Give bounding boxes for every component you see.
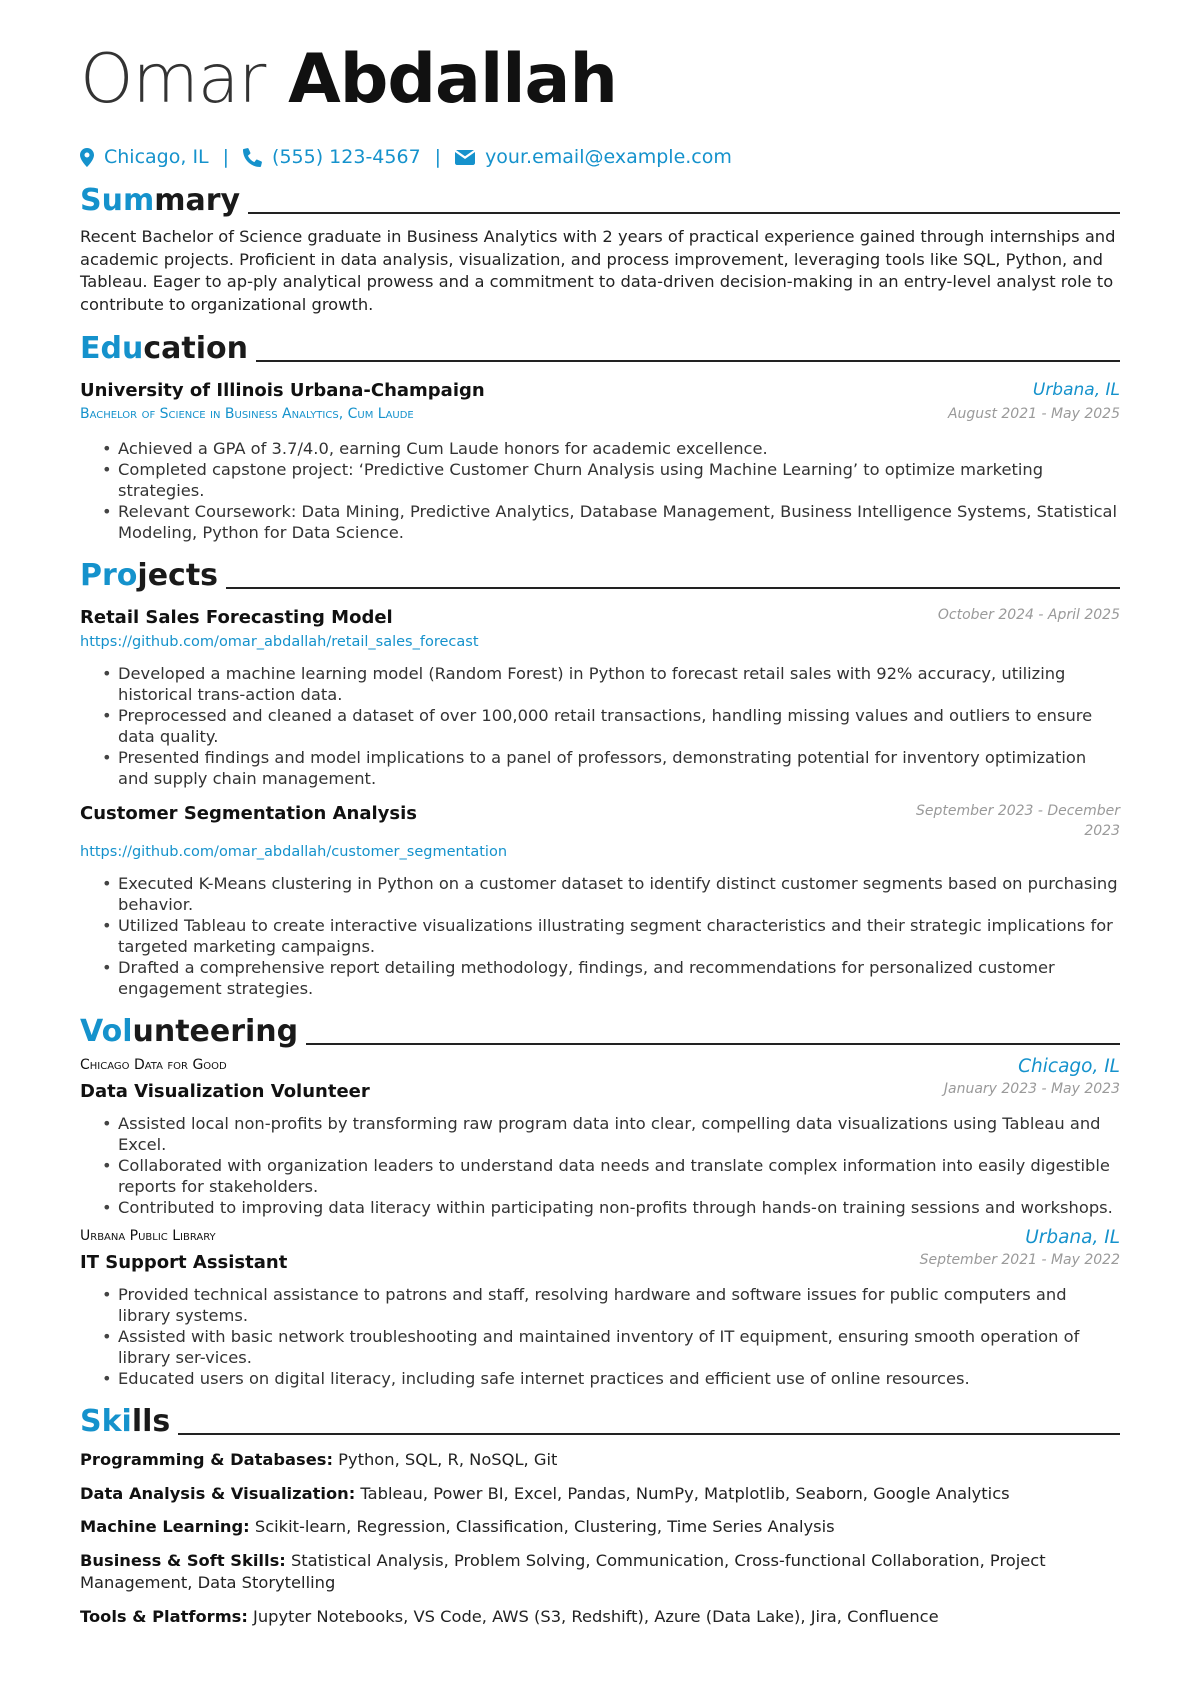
skill-label: Business & Soft Skills: (80, 1550, 286, 1570)
volunteer-dates: September 2021 - May 2022 (919, 1252, 1120, 1268)
volunteer-dates: January 2023 - May 2023 (943, 1081, 1120, 1097)
organization-name: Urbana Public Library (80, 1228, 216, 1244)
list-item: • Preprocessed and cleaned a dataset of over 100,000 retail transactions, handling missing values and outliers to ensure data quality. (118, 705, 1120, 747)
section-rule (256, 360, 1120, 362)
contact-location (80, 146, 209, 168)
section-title-accent: Edu (80, 331, 144, 366)
project-bullets (80, 663, 1120, 789)
list-item: • Assisted with basic network troubleshooting and maintained inventory of IT equipment, ensuring smooth operation of library ser-vices. (118, 1326, 1120, 1368)
list-item: • Achieved a GPA of 3.7/4.0, earning Cum Laude honors for academic excellence. (118, 438, 1120, 459)
volunteer-bullets (80, 1284, 1120, 1389)
list-item: • Completed capstone project: ‘Predictive Customer Churn Analysis using Machine Learning’ to optimize marketing strategies. (118, 459, 1120, 501)
skill-label: Data Analysis & Visualization: (80, 1483, 356, 1503)
skill-row (80, 1606, 1120, 1629)
education-bullets (80, 438, 1120, 543)
contact-line (80, 146, 1120, 168)
role-title: IT Support Assistant (80, 1252, 288, 1273)
list-item: • Executed K-Means clustering in Python on a customer dataset to identify distinct customer segments based on purchasing behavior. (118, 873, 1120, 915)
organization-name: Chicago Data for Good (80, 1057, 227, 1073)
education-entry (80, 378, 1120, 543)
contact-email[interactable] (455, 146, 732, 168)
section-title-rest: cation (143, 331, 248, 366)
last-name: Abdallah (288, 40, 617, 119)
project-entry (80, 801, 1120, 999)
project-link[interactable]: https://github.com/omar_abdallah/retail_sales_forecast (80, 634, 479, 650)
first-name: Omar (80, 40, 266, 119)
project-name: Customer Segmentation Analysis (80, 803, 418, 824)
contact-phone[interactable] (243, 146, 421, 168)
project-name: Retail Sales Forecasting Model (80, 607, 393, 628)
list-item: • Drafted a comprehensive report detailing methodology, findings, and recommendations for personalized customer engagement strategies. (118, 957, 1120, 999)
section-header-projects (80, 557, 1120, 595)
skill-value: Python, SQL, R, NoSQL, Git (332, 1450, 558, 1469)
skill-value: Statistical Analysis, Problem Solving, Communication, Cross-functional Collaboration, Project Management, Data Storytelling (80, 1550, 1046, 1592)
email-text: your.email@example.com (485, 146, 732, 168)
section-title (80, 1403, 170, 1441)
candidate-name (80, 40, 1120, 120)
volunteer-location: Chicago, IL (1018, 1056, 1120, 1077)
skills-list (80, 1449, 1120, 1628)
section-title-accent: Sum (80, 183, 155, 218)
section-rule (226, 587, 1120, 589)
section-title-rest: jects (137, 558, 219, 593)
project-bullets (80, 873, 1120, 999)
project-dates: October 2024 - April 2025 (937, 607, 1120, 623)
skill-row (80, 1516, 1120, 1539)
volunteer-entry (80, 1226, 1120, 1389)
degree: Bachelor of Science in Business Analytics, Cum Laude (80, 406, 414, 422)
school-name: University of Illinois Urbana-Champaign (80, 380, 485, 401)
section-title (80, 330, 248, 368)
education-dates: August 2021 - May 2025 (947, 406, 1120, 422)
section-title (80, 557, 218, 595)
section-rule (248, 212, 1120, 214)
section-rule (178, 1433, 1120, 1435)
list-item: • Assisted local non-profits by transforming raw program data into clear, compelling data visualizations using Tableau and Excel. (118, 1113, 1120, 1155)
envelope-icon (455, 150, 475, 165)
section-title-accent: Ski (80, 1404, 132, 1439)
section-title-rest: unteering (132, 1014, 299, 1049)
list-item: • Provided technical assistance to patrons and staff, resolving hardware and software issues for public computers and library systems. (118, 1284, 1120, 1326)
skill-value: Jupyter Notebooks, VS Code, AWS (S3, Redshift), Azure (Data Lake), Jira, Confluence (247, 1606, 939, 1626)
list-item: • Developed a machine learning model (Random Forest) in Python to forecast retail sales with 92% accuracy, utilizing historical trans-action data. (118, 663, 1120, 705)
list-item: • Contributed to improving data literacy within participating non-profits through hands-on training sessions and workshops. (118, 1197, 1120, 1218)
phone-icon (243, 148, 262, 167)
list-item: • Utilized Tableau to create interactive visualizations illustrating segment characteristics and their strategic implications for targeted marketing campaigns. (118, 915, 1120, 957)
volunteer-entry (80, 1055, 1120, 1218)
skill-label: Machine Learning: (80, 1517, 250, 1536)
skill-row (80, 1449, 1120, 1472)
section-header-skills (80, 1403, 1120, 1441)
list-item: • Presented findings and model implications to a panel of professors, demonstrating potential for inventory optimization and supply chain management. (118, 747, 1120, 789)
volunteer-location: Urbana, IL (1025, 1227, 1120, 1248)
skill-row (80, 1550, 1120, 1595)
project-dates-line2: 2023 (1084, 823, 1120, 839)
volunteer-bullets (80, 1113, 1120, 1218)
skill-value: Scikit-learn, Regression, Classification, Clustering, Time Series Analysis (249, 1517, 835, 1536)
section-title-accent: Pro (80, 558, 138, 593)
skill-value: Tableau, Power BI, Excel, Pandas, NumPy, Matplotlib, Seaborn, Google Analytics (355, 1483, 1010, 1503)
skill-label: Tools & Platforms: (80, 1606, 248, 1626)
section-title (80, 182, 240, 220)
project-entry (80, 605, 1120, 789)
list-item: • Educated users on digital literacy, including safe internet practices and efficient use of online resources. (118, 1368, 1120, 1389)
section-title-accent: Vol (80, 1014, 133, 1049)
section-header-volunteering (80, 1013, 1120, 1051)
role-title: Data Visualization Volunteer (80, 1081, 370, 1102)
location-text: Chicago, IL (104, 146, 209, 168)
project-dates-line1: September 2023 - December (915, 803, 1120, 819)
contact-separator: | (222, 146, 230, 168)
section-title (80, 1013, 298, 1051)
list-item: • Collaborated with organization leaders to understand data needs and translate complex information into easily digestible reports for stakeholders. (118, 1155, 1120, 1197)
project-dates (916, 801, 1120, 841)
phone-text: (555) 123-4567 (272, 146, 421, 168)
section-header-education (80, 330, 1120, 368)
summary-text: Recent Bachelor of Science graduate in Business Analytics with 2 years of practical experience gained through internships and academic projects. Proficient in data analysis, visualization, and process improvement, leveraging tools like SQL, Python, and Tableau. Eager to ap-ply analytical prowess and a commitment to data-driven decision-making in an entry-level analyst role to contribute to organizational growth. (80, 227, 1116, 314)
section-header-summary (80, 182, 1120, 220)
project-link[interactable]: https://github.com/omar_abdallah/customer_segmentation (80, 844, 508, 860)
section-rule (306, 1043, 1120, 1045)
school-location: Urbana, IL (1032, 380, 1120, 400)
skill-row (80, 1483, 1120, 1506)
resume-content (80, 40, 1120, 1628)
skill-label: Programming & Databases: (80, 1450, 333, 1469)
section-title-rest: mary (154, 183, 241, 218)
contact-separator: | (434, 146, 442, 168)
list-item: • Relevant Coursework: Data Mining, Predictive Analytics, Database Management, Business Intelligence Systems, Statistical Modeling, Python for Data Science. (118, 501, 1120, 543)
map-pin-icon (80, 148, 94, 167)
section-title-rest: lls (131, 1404, 171, 1439)
